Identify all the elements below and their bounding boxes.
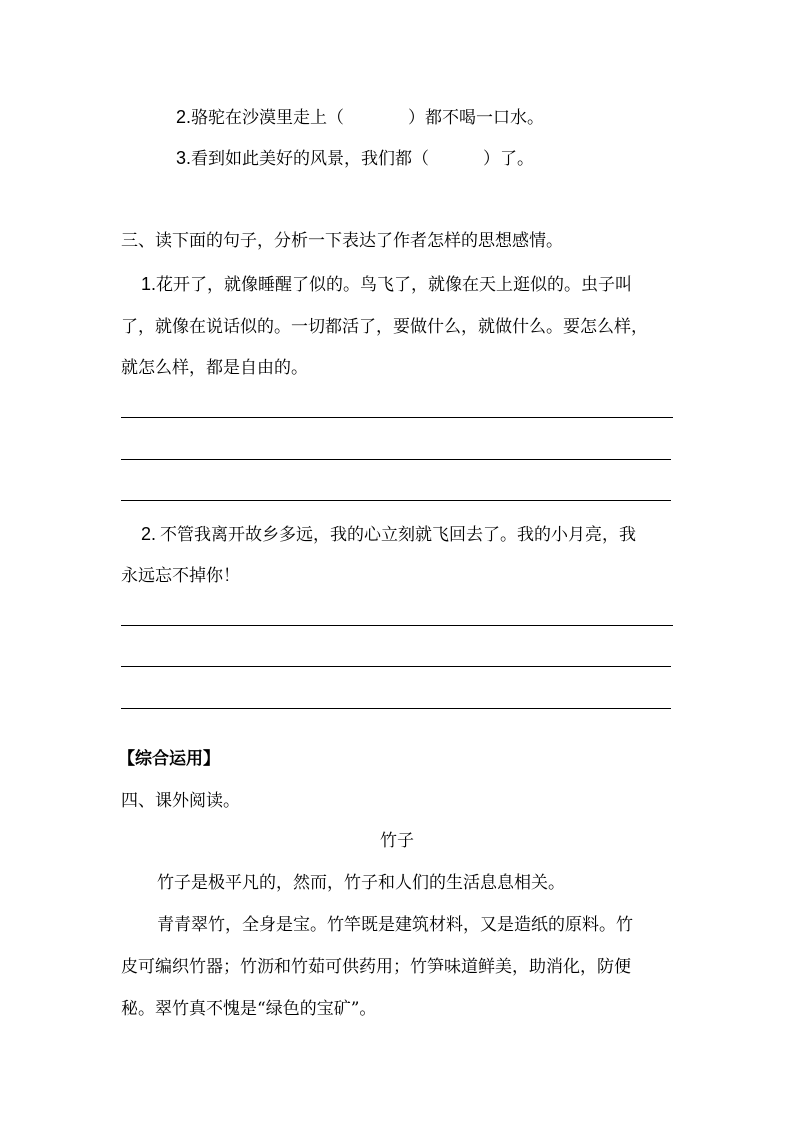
item-number: 2.: [176, 107, 192, 127]
item-number: 3.: [176, 148, 192, 168]
item-text-before: 看到如此美好的风景，我们都（: [191, 149, 430, 169]
fill-item-2: [176, 106, 544, 129]
item-number: 1.: [141, 274, 157, 294]
passage-title: 竹子: [380, 831, 414, 851]
section-3-heading: 三、读下面的句子，分析一下表达了作者怎样的思想感情。: [121, 231, 563, 251]
fill-item-3: [176, 147, 534, 170]
question-1-line-3: 就怎么样，都是自由的。: [121, 358, 308, 378]
item-text-before: 骆驼在沙漠里走上（: [191, 108, 345, 128]
comprehensive-heading: 【综合运用】: [118, 749, 220, 769]
section-4-heading: 四、课外阅读。: [121, 791, 240, 811]
answer-line[interactable]: [121, 500, 671, 501]
question-text: 不管我离开故乡多远，我的心立刻就飞回去了。我的小月亮，我: [160, 525, 637, 545]
question-text: 花开了，就像睡醒了似的。鸟飞了，就像在天上逛似的。虫子叫: [156, 275, 633, 295]
answer-line[interactable]: [121, 459, 671, 460]
item-text-after: ）都不喝一口水。: [408, 108, 545, 128]
item-text-after: ）了。: [483, 149, 535, 169]
passage-paragraph-1: 竹子是极平凡的，然而，竹子和人们的生活息息相关。: [157, 873, 565, 893]
question-2-line-2: 永远忘不掉你！: [121, 566, 240, 586]
answer-line[interactable]: [121, 625, 673, 626]
passage-paragraph-2-line-1: 青青翠竹，全身是宝。竹竿既是建筑材料，又是造纸的原料。竹: [157, 915, 633, 935]
passage-paragraph-2-line-2: 皮可编织竹器；竹沥和竹茹可供药用；竹笋味道鲜美，助消化，防便: [121, 957, 631, 977]
answer-line[interactable]: [121, 708, 671, 709]
passage-paragraph-2-line-3: 秘。翠竹真不愧是“绿色的宝矿”。: [121, 999, 377, 1019]
answer-line[interactable]: [121, 417, 673, 418]
item-number: 2.: [141, 524, 157, 544]
question-1-line-2: 了，就像在说话似的。一切都活了，要做什么，就做什么。要怎么样，: [121, 317, 648, 337]
question-1-line-1: [141, 273, 632, 296]
question-2-line-1: [141, 523, 636, 546]
answer-line[interactable]: [121, 666, 671, 667]
